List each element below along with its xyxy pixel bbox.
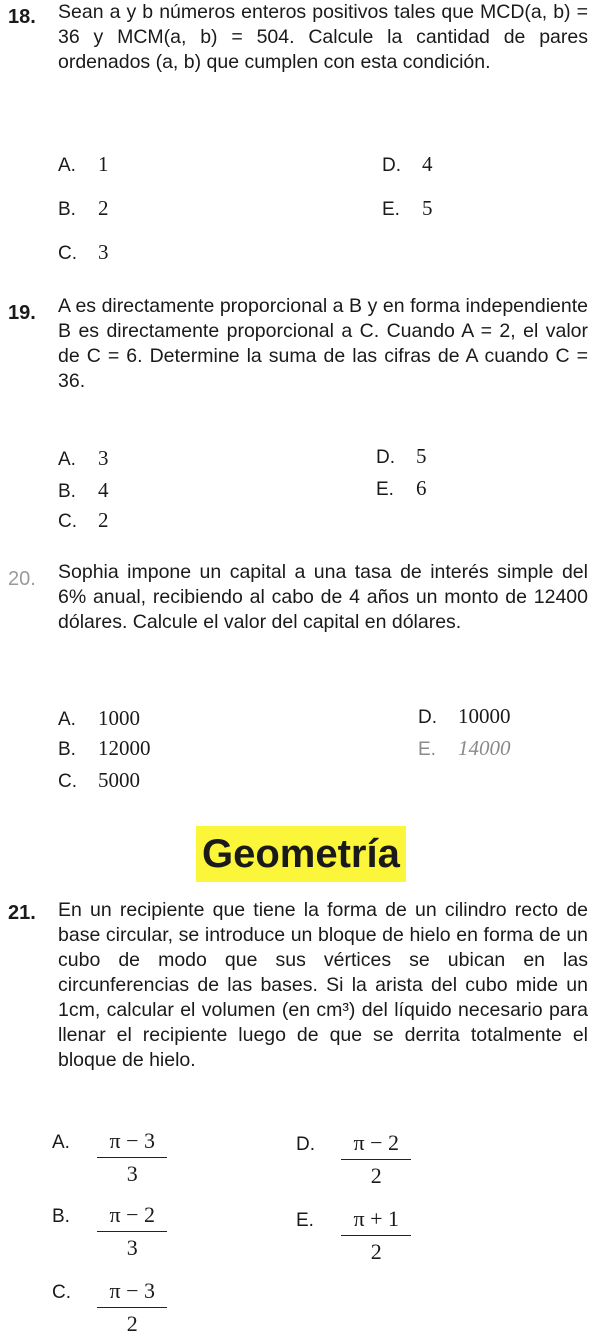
fraction-denominator: 3: [97, 1231, 167, 1261]
fraction-numerator: π − 3: [109, 1278, 156, 1303]
option-letter: D.: [376, 447, 395, 468]
option-letter: B.: [58, 739, 76, 760]
option-a: [52, 1128, 167, 1187]
option-b: [52, 1202, 167, 1261]
fraction: [97, 1278, 167, 1337]
fraction-numerator: π − 2: [353, 1130, 400, 1155]
option-value: 10000: [458, 704, 511, 728]
fraction: [97, 1128, 167, 1187]
option-letter: D.: [418, 707, 437, 728]
option-b: [58, 736, 151, 761]
fraction-numerator: π − 2: [109, 1202, 156, 1227]
fraction-denominator: 2: [341, 1159, 411, 1189]
option-e: [418, 736, 511, 761]
option-letter: E.: [296, 1210, 314, 1231]
option-e: [296, 1206, 411, 1265]
fraction: [97, 1202, 167, 1261]
question-text: En un recipiente que tiene la forma de un cilindro recto de base circular, se introduce un bloque de hielo en forma de un cubo de modo que sus vértices se ubican en las circunferencias de las bases. Si la arista del cubo mide un 1cm, calcular el volumen (en cm³) del líquido necesario para llenar el recipiente luego de que se derrita totalmente el bloque de hielo.: [58, 899, 588, 1071]
fraction-numerator: π + 1: [353, 1206, 400, 1231]
option-b: [58, 478, 109, 503]
question-text: Sophia impone un capital a una tasa de interés simple del 6% anual, recibiendo al cabo de 4 años un monto de 12400 dólares. Calcule el valor del capital en dólares.: [58, 561, 588, 633]
fraction: [341, 1130, 411, 1189]
option-value: 4: [98, 478, 109, 502]
option-c: [52, 1278, 167, 1337]
option-letter: C.: [58, 243, 77, 264]
option-letter: E.: [418, 739, 436, 760]
option-letter: C.: [58, 511, 77, 532]
option-value: 2: [98, 196, 109, 220]
option-value: 5: [422, 196, 433, 220]
option-value: 3: [98, 240, 109, 264]
option-e: [376, 476, 427, 501]
question-number: 20.: [8, 568, 36, 590]
option-a: [58, 152, 109, 177]
option-letter: B.: [52, 1206, 70, 1227]
option-a: [58, 446, 109, 471]
section-title: Geometría: [196, 826, 406, 882]
option-b: [58, 196, 109, 221]
option-c: [58, 240, 109, 265]
option-value: 5: [416, 444, 427, 468]
option-value: 5000: [98, 768, 140, 792]
option-e: [382, 196, 433, 221]
fraction-denominator: 3: [97, 1157, 167, 1187]
fraction-denominator: 2: [341, 1235, 411, 1265]
option-value: 6: [416, 476, 427, 500]
option-letter: B.: [58, 199, 76, 220]
option-letter: A.: [52, 1132, 70, 1153]
option-letter: E.: [382, 199, 400, 220]
option-value: 1000: [98, 706, 140, 730]
option-d: [296, 1130, 411, 1189]
option-letter: B.: [58, 481, 76, 502]
option-c: [58, 508, 109, 533]
question-text: Sean a y b números enteros positivos tales que MCD(a, b) = 36 y MCM(a, b) = 504. Calcule la cantidad de pares ordenados (a, b) que cumplen con esta condición.: [58, 1, 588, 73]
option-letter: A.: [58, 709, 76, 730]
question-number: 21.: [8, 902, 36, 924]
option-a: [58, 706, 140, 731]
option-d: [418, 704, 511, 729]
question-number: 19.: [8, 302, 36, 324]
option-c: [58, 768, 140, 793]
fraction: [341, 1206, 411, 1265]
option-value: 1: [98, 152, 109, 176]
option-letter: C.: [52, 1282, 71, 1303]
option-letter: C.: [58, 771, 77, 792]
option-d: [376, 444, 427, 469]
option-letter: D.: [382, 155, 401, 176]
option-letter: E.: [376, 479, 394, 500]
option-letter: A.: [58, 449, 76, 470]
question-text: A es directamente proporcional a B y en forma independiente B es directamente proporcional a C. Cuando A = 2, el valor de C = 6. Determine la suma de las cifras de A cuando C = 36.: [58, 295, 588, 392]
option-value: 3: [98, 446, 109, 470]
fraction-denominator: 2: [97, 1307, 167, 1337]
question-number: 18.: [8, 6, 36, 28]
option-d: [382, 152, 433, 177]
fraction-numerator: π − 3: [109, 1128, 156, 1153]
option-value: 12000: [98, 736, 151, 760]
option-value: 2: [98, 508, 109, 532]
option-letter: A.: [58, 155, 76, 176]
option-value: 14000: [458, 736, 511, 760]
option-letter: D.: [296, 1134, 315, 1155]
option-value: 4: [422, 152, 433, 176]
